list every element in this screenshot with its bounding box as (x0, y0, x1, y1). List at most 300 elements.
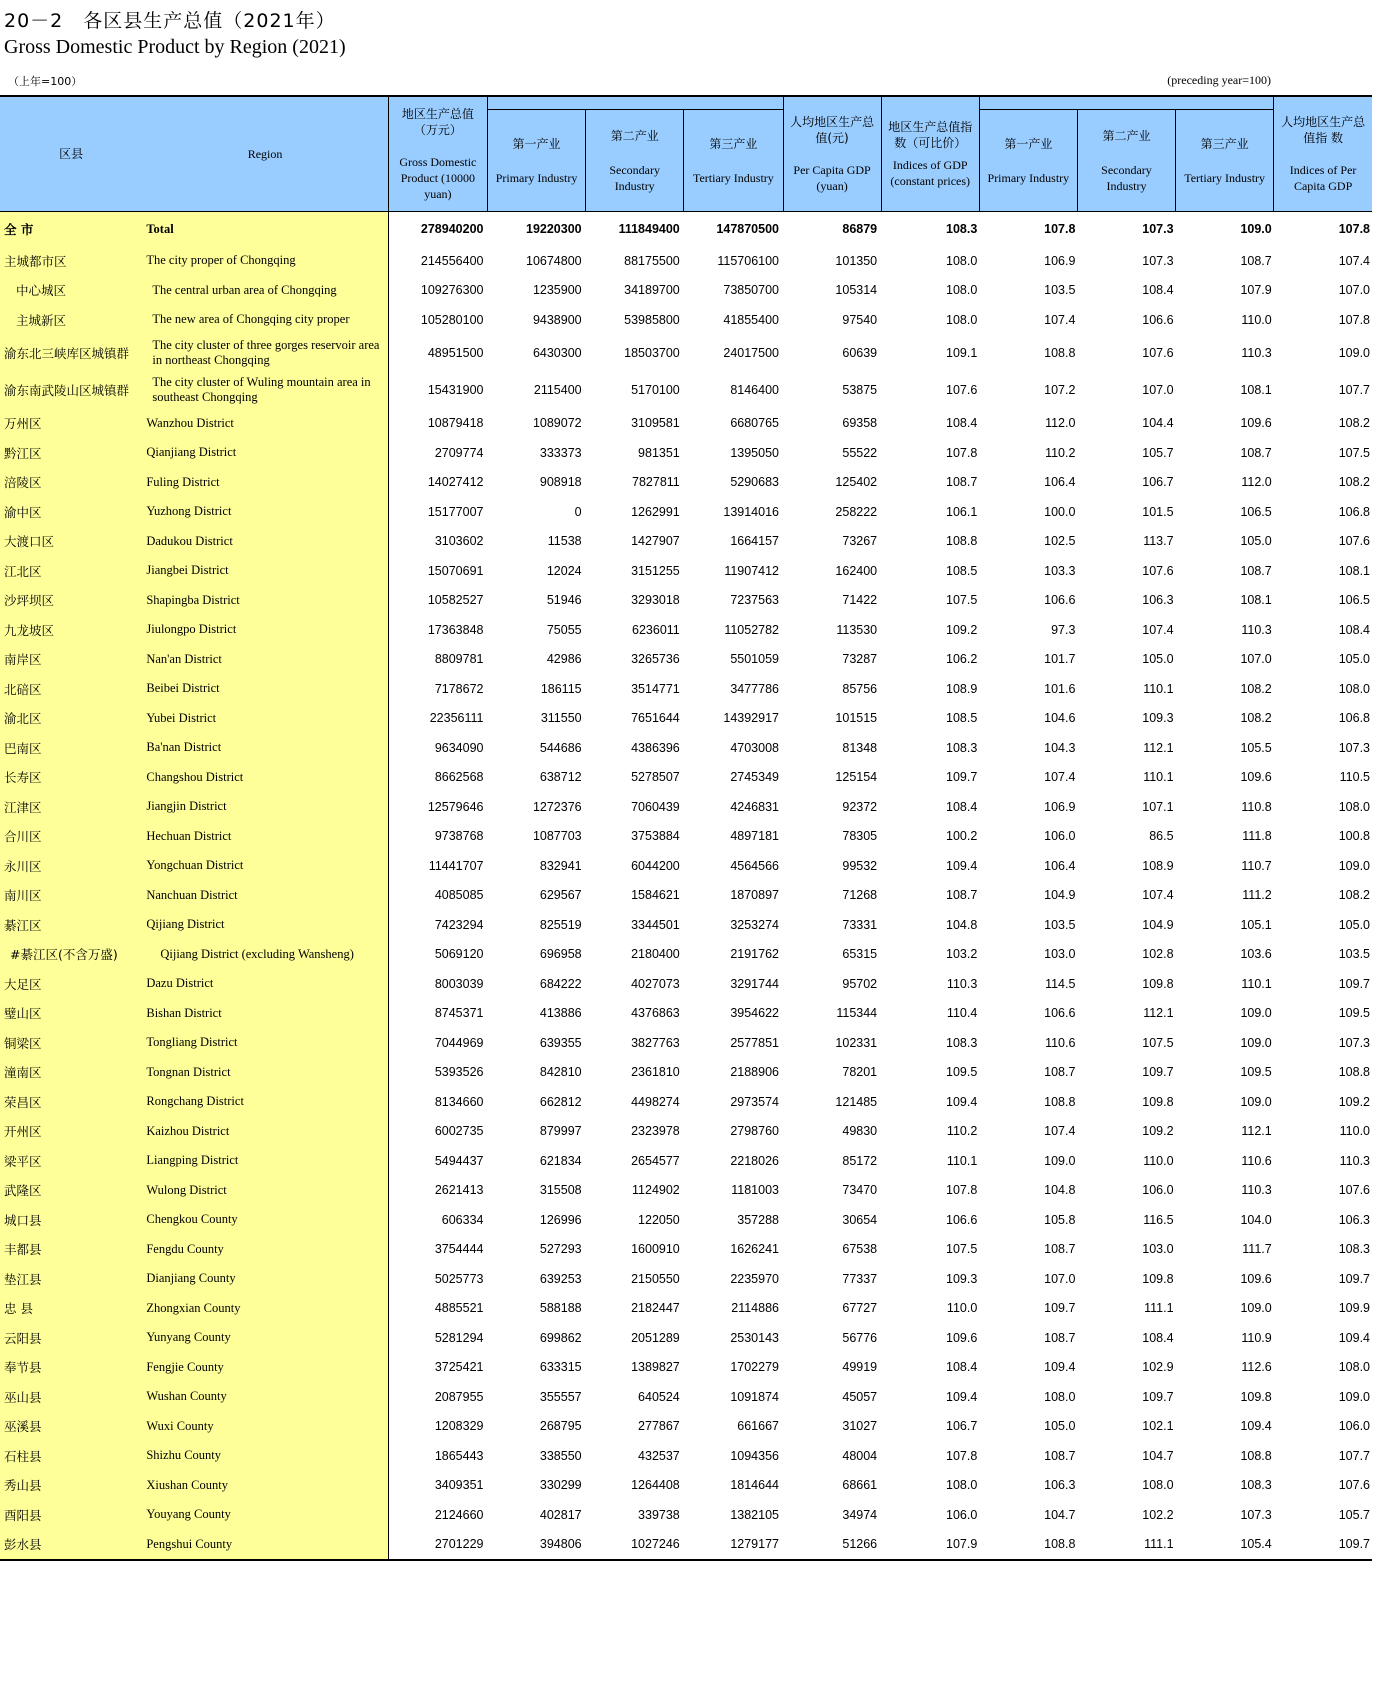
region-name-zh: 荣昌区 (0, 1087, 142, 1117)
value-cell: 73287 (842, 652, 878, 667)
value-cell: 333373 (539, 445, 582, 460)
value-cell: 640524 (638, 1389, 680, 1404)
table-row (0, 372, 1372, 409)
table-row (0, 999, 1372, 1029)
value-cell: 109276300 (420, 283, 484, 298)
value-cell: 103.3 (1044, 563, 1076, 578)
header-idx-secondary: 第二产业 Secondary Industry (1077, 110, 1175, 212)
value-cell: 108.7 (1044, 1448, 1076, 1463)
value-cell: 112.1 (1143, 740, 1174, 755)
header-secondary: 第二产业 Secondary Industry (586, 110, 684, 212)
table-row (0, 1530, 1372, 1561)
value-cell: 108.8 (1044, 1537, 1076, 1552)
region-name-en: Wulong District (142, 1176, 388, 1206)
value-cell: 109.0 (1240, 222, 1272, 236)
value-cell: 662812 (539, 1094, 582, 1109)
value-cell: 108.8 (1240, 1448, 1272, 1463)
value-cell: 107.6 (1338, 534, 1370, 549)
table-row (0, 1382, 1372, 1412)
value-cell: 107.4 (1142, 888, 1174, 903)
value-cell: 1208329 (434, 1419, 484, 1434)
region-name-en: Rongchang District (142, 1087, 388, 1117)
value-cell: 1235900 (532, 283, 582, 298)
region-name-zh: 綦江区 (0, 910, 142, 940)
region-name-zh: 巴南区 (0, 733, 142, 763)
value-cell: 110.0 (1339, 1124, 1370, 1139)
value-cell: 108.0 (946, 283, 978, 298)
value-cell: 88175500 (624, 253, 680, 268)
value-cell: 67727 (842, 1301, 878, 1316)
value-cell: 106.7 (1142, 475, 1174, 490)
value-cell: 162400 (835, 563, 878, 578)
region-name-zh: 大足区 (0, 969, 142, 999)
value-cell: 108.8 (1044, 346, 1076, 360)
value-cell: 107.9 (1240, 283, 1272, 298)
value-cell: 112.1 (1143, 1006, 1174, 1021)
table-row (0, 409, 1372, 439)
header-industry-group (487, 96, 783, 110)
value-cell: 121485 (835, 1094, 878, 1109)
value-cell: 81348 (842, 740, 878, 755)
value-cell: 3253274 (730, 917, 779, 932)
value-cell: 1389827 (631, 1360, 680, 1375)
value-cell: 108.2 (1338, 475, 1370, 490)
value-cell: 109.4 (1338, 1330, 1370, 1345)
value-cell: 122050 (638, 1212, 680, 1227)
value-cell: 14027412 (427, 475, 484, 490)
value-cell: 315508 (539, 1183, 582, 1198)
value-cell: 113.7 (1143, 534, 1174, 549)
region-name-zh: 九龙坡区 (0, 615, 142, 645)
value-cell: 106.1 (946, 504, 978, 519)
value-cell: 105.0 (1338, 652, 1370, 667)
value-cell: 101515 (835, 711, 878, 726)
value-cell: 5069120 (434, 947, 484, 962)
value-cell: 4498274 (631, 1094, 680, 1109)
value-cell: 100.8 (1338, 829, 1370, 844)
table-row (0, 1205, 1372, 1235)
value-cell: 109.8 (1142, 1271, 1174, 1286)
value-cell: 107.4 (1142, 622, 1174, 637)
value-cell: 114.5 (1045, 976, 1076, 991)
region-name-zh: 黔江区 (0, 438, 142, 468)
value-cell: 1089072 (532, 416, 582, 431)
header-tertiary: 第三产业 Tertiary Industry (684, 110, 783, 212)
value-cell: 34189700 (624, 283, 680, 298)
value-cell: 5278507 (631, 770, 680, 785)
value-cell: 110.2 (946, 1124, 978, 1139)
value-cell: 5025773 (434, 1271, 484, 1286)
region-name-en: Fengdu County (142, 1235, 388, 1265)
value-cell: 104.6 (1044, 711, 1076, 726)
value-cell: 3293018 (631, 593, 680, 608)
value-cell: 394806 (539, 1537, 582, 1552)
value-cell: 107.8 (1338, 222, 1370, 236)
value-cell: 105.0 (1338, 917, 1370, 932)
value-cell: 102.9 (1142, 1360, 1174, 1375)
value-cell: 11052782 (724, 622, 779, 637)
value-cell: 107.5 (1338, 445, 1370, 460)
value-cell: 104.4 (1142, 416, 1174, 431)
value-cell: 3753884 (631, 829, 680, 844)
value-cell: 101350 (835, 253, 878, 268)
value-cell: 10582527 (427, 593, 484, 608)
value-cell: 1865443 (434, 1448, 484, 1463)
table-row (0, 704, 1372, 734)
value-cell: 9738768 (434, 829, 484, 844)
value-cell: 104.9 (1142, 917, 1174, 932)
table-row (0, 1294, 1372, 1324)
value-cell: 15177007 (427, 504, 484, 519)
value-cell: 6002735 (434, 1124, 484, 1139)
value-cell: 339738 (638, 1507, 680, 1522)
table-row (0, 1264, 1372, 1294)
value-cell: 107.4 (1044, 1124, 1076, 1139)
value-cell: 2115400 (533, 383, 582, 397)
table-row (0, 1471, 1372, 1501)
value-cell: 109.7 (1338, 1271, 1370, 1286)
value-cell: 110.3 (1339, 1153, 1370, 1168)
value-cell: 12579646 (427, 799, 484, 814)
page-title-zh: 20－2 各区县生产总值（2021年） (4, 10, 336, 32)
table-row (0, 615, 1372, 645)
value-cell: 108.5 (946, 563, 978, 578)
value-cell: 92372 (842, 799, 878, 814)
table-row (0, 497, 1372, 527)
value-cell: 1584621 (631, 888, 680, 903)
value-cell: 108.4 (1142, 1330, 1174, 1345)
value-cell: 56776 (842, 1330, 878, 1345)
value-cell: 112.1 (1241, 1124, 1272, 1139)
table-row (0, 851, 1372, 881)
region-name-zh: 沙坪坝区 (0, 586, 142, 616)
value-cell: 73470 (842, 1183, 878, 1198)
value-cell: 544686 (539, 740, 582, 755)
value-cell: 1279177 (730, 1537, 779, 1552)
value-cell: 108.2 (1240, 681, 1272, 696)
value-cell: 2701229 (434, 1537, 484, 1552)
value-cell: 107.2 (1044, 383, 1076, 397)
region-name-en: Changshou District (142, 763, 388, 793)
region-name-zh: 全 市 (0, 212, 142, 247)
table-row-total (0, 212, 1372, 247)
value-cell: 97540 (842, 312, 878, 327)
value-cell: 108.5 (946, 711, 978, 726)
value-cell: 15431900 (427, 383, 484, 397)
value-cell: 24017500 (723, 346, 779, 360)
value-cell: 105.7 (1142, 445, 1174, 460)
value-cell: 51946 (546, 593, 582, 608)
value-cell: 109.7 (1142, 1389, 1174, 1404)
value-cell: 71268 (842, 888, 878, 903)
unit-note-en: (preceding year=100) (1167, 73, 1271, 87)
value-cell: 4246831 (730, 799, 779, 814)
value-cell: 2182447 (631, 1301, 680, 1316)
value-cell: 112.0 (1241, 475, 1272, 490)
value-cell: 107.8 (1044, 222, 1076, 236)
value-cell: 4376863 (631, 1006, 680, 1021)
value-cell: 107.3 (1142, 222, 1174, 236)
value-cell: 42986 (546, 652, 582, 667)
value-cell: 108.3 (946, 740, 978, 755)
region-name-zh: 永川区 (0, 851, 142, 881)
value-cell: 109.7 (946, 770, 978, 785)
value-cell: 106.6 (1044, 1006, 1076, 1021)
value-cell: 4703008 (730, 740, 779, 755)
value-cell: 106.8 (1338, 504, 1370, 519)
value-cell: 5494437 (434, 1153, 484, 1168)
value-cell: 4085085 (434, 888, 484, 903)
region-name-zh: 主城都市区 (0, 246, 142, 276)
value-cell: 109.8 (1142, 1094, 1174, 1109)
value-cell: 105.7 (1338, 1507, 1370, 1522)
region-name-zh: 城口县 (0, 1205, 142, 1235)
region-name-en: Zhongxian County (142, 1294, 388, 1324)
value-cell: 402817 (539, 1507, 582, 1522)
value-cell: 588188 (539, 1301, 582, 1316)
value-cell: 73267 (842, 534, 878, 549)
value-cell: 6430300 (532, 346, 582, 360)
value-cell: 19220300 (526, 222, 582, 236)
region-name-en: Dianjiang County (142, 1264, 388, 1294)
value-cell: 73850700 (723, 283, 779, 298)
value-cell: 86.5 (1149, 829, 1174, 844)
value-cell: 107.6 (1338, 1478, 1370, 1493)
value-cell: 107.6 (946, 383, 978, 397)
table-row (0, 1176, 1372, 1206)
region-name-en: Yubei District (142, 704, 388, 734)
value-cell: 8662568 (434, 770, 484, 785)
unit-note-zh: （上年=100） (8, 75, 83, 88)
value-cell: 108.1 (1240, 383, 1272, 397)
region-name-en: Shizhu County (142, 1441, 388, 1471)
value-cell: 3827763 (631, 1035, 680, 1050)
value-cell: 100.0 (1044, 504, 1076, 519)
value-cell: 110.3 (1241, 346, 1272, 360)
gdp-table (0, 95, 1372, 1561)
region-name-en: The central urban area of Chongqing (142, 276, 388, 306)
region-name-en: Qijiang District (excluding Wansheng) (142, 940, 388, 970)
value-cell: 107.0 (1044, 1271, 1076, 1286)
table-row (0, 246, 1372, 276)
value-cell: 6044200 (631, 858, 680, 873)
value-cell: 107.9 (946, 1537, 978, 1552)
value-cell: 661667 (737, 1419, 779, 1434)
value-cell: 7423294 (434, 917, 484, 932)
value-cell: 108.7 (946, 475, 978, 490)
value-cell: 278940200 (420, 222, 484, 236)
value-cell: 108.4 (946, 799, 978, 814)
value-cell: 108.2 (1338, 888, 1370, 903)
table-row (0, 1087, 1372, 1117)
value-cell: 109.3 (1142, 711, 1174, 726)
value-cell: 110.0 (1241, 312, 1272, 327)
region-name-en: Hechuan District (142, 822, 388, 852)
value-cell: 53875 (842, 383, 878, 397)
value-cell: 110.1 (1241, 976, 1272, 991)
value-cell: 111.7 (1242, 1242, 1272, 1257)
value-cell: 106.2 (946, 652, 978, 667)
value-cell: 3103602 (434, 534, 484, 549)
region-name-en: Dazu District (142, 969, 388, 999)
region-name-zh: 璧山区 (0, 999, 142, 1029)
region-name-zh: 大渡口区 (0, 527, 142, 557)
value-cell: 105.5 (1240, 740, 1272, 755)
region-name-en: Yongchuan District (142, 851, 388, 881)
table-row (0, 335, 1372, 372)
value-cell: 825519 (539, 917, 582, 932)
value-cell: 107.4 (1338, 253, 1370, 268)
region-name-en: The new area of Chongqing city proper (142, 305, 388, 335)
table-row (0, 674, 1372, 704)
value-cell: 15070691 (427, 563, 484, 578)
header-per-capita: 人均地区生产总值(元) Per Capita GDP (yuan) (783, 96, 881, 212)
table-row (0, 527, 1372, 557)
value-cell: 432537 (638, 1448, 680, 1463)
value-cell: 606334 (441, 1212, 484, 1227)
value-cell: 107.6 (1142, 346, 1174, 360)
value-cell: 277867 (638, 1419, 680, 1434)
value-cell: 107.6 (1142, 563, 1174, 578)
value-cell: 75055 (546, 622, 582, 637)
region-name-zh: 云阳县 (0, 1323, 142, 1353)
value-cell: 110.5 (1339, 770, 1370, 785)
value-cell: 107.8 (1338, 312, 1370, 327)
value-cell: 3409351 (434, 1478, 484, 1493)
value-cell: 108.0 (1142, 1478, 1174, 1493)
value-cell: 106.3 (1338, 1212, 1370, 1227)
region-name-en: The city proper of Chongqing (142, 246, 388, 276)
value-cell: 104.8 (946, 917, 978, 932)
value-cell: 110.0 (1143, 1153, 1174, 1168)
value-cell: 105.1 (1240, 917, 1272, 932)
value-cell: 48004 (842, 1448, 878, 1463)
value-cell: 109.4 (946, 1389, 978, 1404)
value-cell: 4885521 (434, 1301, 484, 1316)
value-cell: 104.7 (1044, 1507, 1076, 1522)
value-cell: 107.3 (1240, 1507, 1272, 1522)
value-cell: 108.7 (1240, 445, 1272, 460)
value-cell: 108.0 (1338, 799, 1370, 814)
value-cell: 12024 (546, 563, 582, 578)
value-cell: 109.4 (946, 1094, 978, 1109)
value-cell: 53985800 (624, 312, 680, 327)
region-name-zh: 忠 县 (0, 1294, 142, 1324)
value-cell: 73331 (842, 917, 878, 932)
value-cell: 102.8 (1142, 947, 1174, 962)
value-cell: 2973574 (730, 1094, 779, 1109)
value-cell: 105314 (835, 283, 878, 298)
region-name-zh: 渝北区 (0, 704, 142, 734)
value-cell: 981351 (638, 445, 680, 460)
table-row (0, 1323, 1372, 1353)
value-cell: 108.0 (1338, 681, 1370, 696)
value-cell: 527293 (539, 1242, 582, 1257)
value-cell: 108.3 (1338, 1242, 1370, 1257)
table-row (0, 940, 1372, 970)
value-cell: 0 (574, 504, 582, 519)
value-cell: 2745349 (730, 770, 779, 785)
value-cell: 2361810 (631, 1065, 680, 1080)
value-cell: 107.5 (946, 1242, 978, 1257)
value-cell: 2577851 (730, 1035, 779, 1050)
value-cell: 629567 (539, 888, 582, 903)
value-cell: 1382105 (730, 1507, 779, 1522)
value-cell: 110.1 (1143, 681, 1174, 696)
value-cell: 106.9 (1044, 799, 1076, 814)
value-cell: 11441707 (428, 858, 484, 873)
value-cell: 9634090 (434, 740, 484, 755)
region-name-en: Bishan District (142, 999, 388, 1029)
value-cell: 10879418 (427, 416, 484, 431)
value-cell: 22356111 (429, 711, 484, 726)
value-cell: 109.2 (1338, 1094, 1370, 1109)
region-name-zh: 江津区 (0, 792, 142, 822)
value-cell: 109.9 (1338, 1301, 1370, 1316)
value-cell: 103.0 (1142, 1242, 1174, 1257)
value-cell: 106.5 (1240, 504, 1272, 519)
value-cell: 8146400 (730, 383, 779, 397)
value-cell: 684222 (539, 976, 582, 991)
region-name-zh: 江北区 (0, 556, 142, 586)
table-body (0, 212, 1372, 1561)
region-name-zh: 涪陵区 (0, 468, 142, 498)
value-cell: 2654577 (631, 1153, 680, 1168)
value-cell: 107.0 (1240, 652, 1272, 667)
value-cell: 1091874 (730, 1389, 779, 1404)
value-cell: 107.7 (1338, 383, 1370, 397)
value-cell: 106.9 (1044, 253, 1076, 268)
region-name-en: Wuxi County (142, 1412, 388, 1442)
region-name-en: Shapingba District (142, 586, 388, 616)
value-cell: 107.3 (1142, 253, 1174, 268)
header-gdp: 地区生产总值（万元） Gross Domestic Product (10000 yuan) (388, 96, 487, 212)
value-cell: 107.3 (1338, 740, 1370, 755)
value-cell: 3725421 (434, 1360, 484, 1375)
value-cell: 2621413 (434, 1183, 484, 1198)
value-cell: 99532 (842, 858, 878, 873)
value-cell: 108.3 (946, 222, 978, 236)
region-name-en: Xiushan County (142, 1471, 388, 1501)
value-cell: 45057 (842, 1389, 878, 1404)
value-cell: 109.0 (1240, 1006, 1272, 1021)
value-cell: 108.8 (946, 534, 978, 549)
value-cell: 110.1 (946, 1153, 978, 1168)
value-cell: 1427907 (631, 534, 680, 549)
value-cell: 107.4 (1044, 312, 1076, 327)
value-cell: 65315 (842, 947, 878, 962)
value-cell: 101.6 (1044, 681, 1076, 696)
value-cell: 105.0 (1240, 534, 1272, 549)
page-title-en: Gross Domestic Product by Region (2021) (4, 36, 346, 58)
value-cell: 7651644 (631, 711, 680, 726)
value-cell: 115706100 (717, 253, 779, 268)
value-cell: 338550 (539, 1448, 582, 1463)
region-name-zh: 长寿区 (0, 763, 142, 793)
value-cell: 106.3 (1044, 1478, 1076, 1493)
value-cell: 108.7 (946, 888, 978, 903)
value-cell: 639253 (539, 1271, 582, 1286)
value-cell: 10674800 (526, 253, 582, 268)
value-cell: 879997 (539, 1124, 582, 1139)
table-row (0, 276, 1372, 306)
value-cell: 8745371 (434, 1006, 484, 1021)
region-name-zh: 武隆区 (0, 1176, 142, 1206)
table-row (0, 910, 1372, 940)
value-cell: 1094356 (730, 1448, 779, 1463)
table-row (0, 1235, 1372, 1265)
value-cell: 3291744 (730, 976, 779, 991)
